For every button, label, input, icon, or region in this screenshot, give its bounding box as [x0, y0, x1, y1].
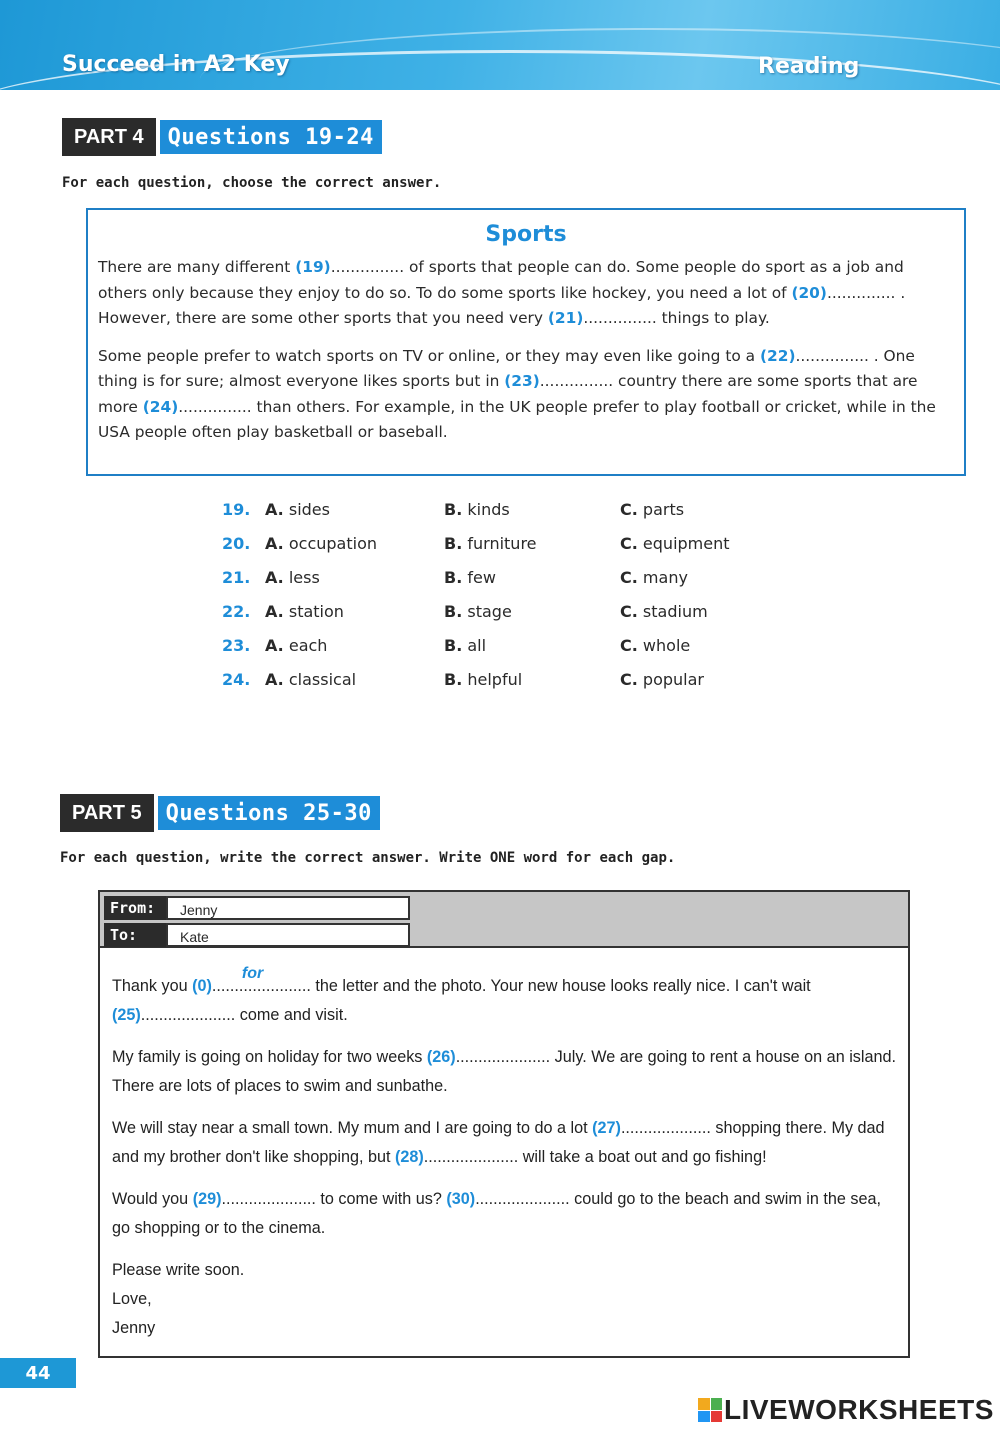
question-number: 23. — [222, 636, 251, 655]
email-paragraph-1: Thank you (0)...................... for the letter and the photo. Your new house looks really nice. I can't wait (25)..................... come and visit. — [112, 972, 898, 1029]
closing-line-3: Jenny — [112, 1319, 156, 1337]
to-value: Kate — [166, 923, 410, 947]
example-answer: ...................... for — [212, 972, 311, 1001]
closing-line-2: Love, — [112, 1290, 152, 1308]
gap-0: (0) — [192, 977, 212, 995]
to-row — [104, 923, 410, 947]
email-body — [112, 965, 898, 1343]
part4-header — [62, 118, 384, 156]
option-row-19 — [222, 500, 782, 526]
to-label: To: — [104, 923, 166, 947]
option-a[interactable]: A. each — [265, 636, 328, 655]
option-a[interactable]: A. sides — [265, 500, 330, 519]
gap-28[interactable]: (28) — [394, 1147, 424, 1166]
part5-label: PART 5 — [60, 794, 154, 832]
option-c[interactable]: C. parts — [620, 500, 685, 519]
option-a[interactable]: A. occupation — [265, 534, 377, 553]
gap-24[interactable]: (24) — [142, 397, 179, 416]
page-header-banner — [0, 0, 1000, 90]
gap-26[interactable]: (26) — [426, 1048, 456, 1066]
page-number: 44 — [0, 1358, 76, 1388]
logo-text: LIVEWORKSHEETS — [724, 1394, 994, 1425]
option-row-24 — [222, 670, 782, 696]
option-row-22 — [222, 602, 782, 628]
gap-22[interactable]: (22) — [760, 346, 796, 365]
gap-21[interactable]: (21) — [547, 309, 584, 327]
option-b[interactable]: B. kinds — [444, 500, 510, 519]
option-c[interactable]: C. equipment — [620, 534, 730, 553]
question-number: 19. — [222, 500, 251, 519]
question-number: 21. — [222, 568, 251, 587]
section-title: Reading — [758, 54, 860, 79]
option-row-23 — [222, 636, 782, 662]
option-row-20 — [222, 534, 782, 560]
gap-27[interactable]: (27) — [592, 1119, 621, 1137]
email-paragraph-4: Would you (29)..................... to come with us? (30)..................... could go to the beach and swim in the sea, go shopping or to the cinema. — [112, 1190, 881, 1237]
gap-20[interactable]: (20) — [791, 283, 827, 302]
gap-30[interactable]: (30) — [446, 1190, 476, 1208]
option-a[interactable]: A. less — [265, 568, 320, 587]
option-row-21 — [222, 568, 782, 594]
option-b[interactable]: B. few — [444, 568, 496, 587]
part5-instruction: For each question, write the correct answer. Write ONE word for each gap. — [60, 850, 676, 866]
part5-questions: Questions 25-30 — [156, 794, 382, 832]
question-number: 20. — [222, 534, 251, 553]
option-b[interactable]: B. stage — [444, 602, 512, 621]
part5-header — [60, 794, 382, 832]
passage-title: Sports — [485, 222, 567, 247]
question-number: 22. — [222, 602, 251, 621]
from-value: Jenny — [166, 896, 410, 920]
email-box — [98, 890, 910, 1358]
closing-line-1: Please write soon. — [112, 1261, 245, 1279]
from-label: From: — [104, 896, 166, 920]
option-c[interactable]: C. whole — [620, 636, 691, 655]
option-b[interactable]: B. furniture — [444, 534, 537, 553]
part4-label: PART 4 — [62, 118, 156, 156]
gap-19[interactable]: (19) — [295, 258, 331, 276]
question-number: 24. — [222, 670, 251, 689]
option-a[interactable]: A. station — [265, 602, 344, 621]
option-c[interactable]: C. many — [620, 568, 688, 587]
part4-instruction: For each question, choose the correct answer. — [62, 175, 442, 191]
gap-23[interactable]: (23) — [504, 372, 540, 390]
option-c[interactable]: C. stadium — [620, 602, 708, 621]
option-b[interactable]: B. all — [444, 636, 487, 655]
from-row — [104, 896, 410, 920]
part4-questions: Questions 19-24 — [158, 118, 384, 156]
liveworksheets-logo — [698, 1394, 994, 1426]
option-c[interactable]: C. popular — [620, 670, 704, 689]
book-title: Succeed in A2 Key — [62, 52, 290, 77]
email-paragraph-2: My family is going on holiday for two weeks (26)..................... July. We are going to rent a house on an island. There are lots of places to swim and sunbathe. — [112, 1048, 896, 1095]
email-header — [100, 892, 908, 948]
option-a[interactable]: A. classical — [265, 670, 357, 689]
logo-mark-icon — [698, 1398, 722, 1422]
gap-25[interactable]: (25) — [112, 1005, 141, 1024]
gap-29[interactable]: (29) — [192, 1190, 222, 1208]
email-paragraph-3: We will stay near a small town. My mum and I are going to do a lot (27).................... shopping there. My dad and my brother don't like shopping, but (28)..................... will take a boat out and go fishing! — [112, 1119, 885, 1166]
passage-paragraph-1: There are many different (19)............... of sports that people can do. Some people do sport as a job and others only because they enjoy to do so. To do some sports like hockey, you need a lot of (20).............. . However, there are some other sports that you need very (21)............... things to play. — [98, 258, 906, 327]
example-word: for — [241, 965, 264, 982]
passage-paragraph-2: Some people prefer to watch sports on TV or online, or they may even like going to a (22)............... . One thing is for sure; almost everyone likes sports but in (23)............... country there are some sports that are more (24)............... than others. For example, in the UK people prefer to play football or cricket, while in the USA people often play basketball or baseball. — [98, 346, 936, 441]
option-b[interactable]: B. helpful — [444, 670, 523, 689]
sports-passage-box — [86, 208, 966, 476]
